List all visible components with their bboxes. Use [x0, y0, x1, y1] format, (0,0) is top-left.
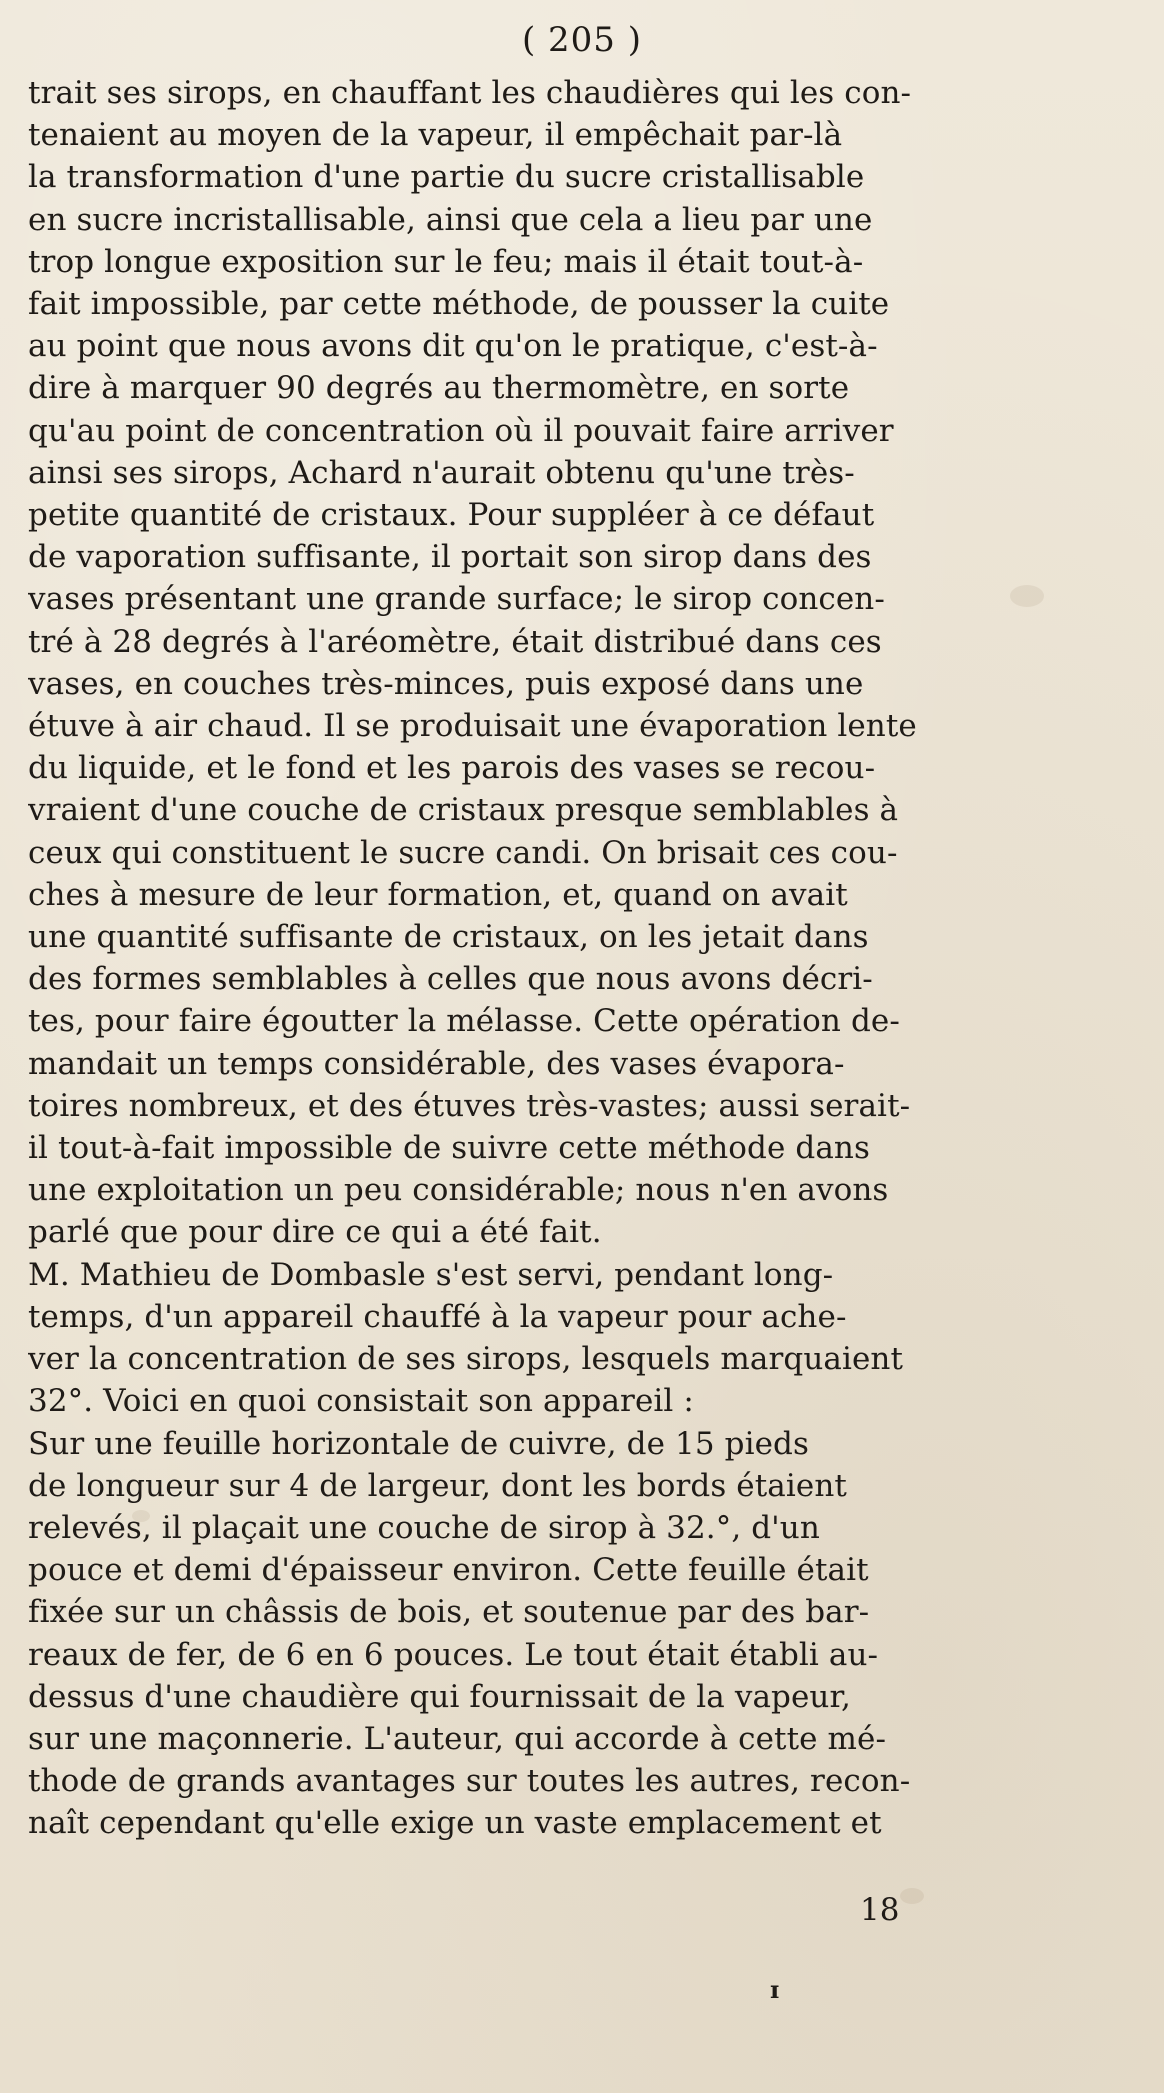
text-line: de longueur sur 4 de largeur, dont les bords étaient — [28, 1467, 847, 1504]
text-line: ceux qui constituent le sucre candi. On brisait ces cou- — [28, 834, 898, 871]
text-line: Sur une feuille horizontale de cuivre, de 15 pieds — [28, 1425, 809, 1462]
text-line: mandait un temps considérable, des vases évapora- — [28, 1045, 845, 1082]
text-line: naît cependant qu'elle exige un vaste emplacement et — [28, 1805, 882, 1842]
text-line: tré à 28 degrés à l'aréomètre, était distribué dans ces — [28, 623, 882, 660]
text-line: dire à marquer 90 degrés au thermomètre, en sorte — [28, 370, 850, 407]
bottom-mark: ɪ — [770, 1975, 780, 2004]
text-line: une exploitation un peu considérable; nous n'en avons — [28, 1172, 889, 1209]
text-line: étuve à air chaud. Il se produisait une évaporation lente — [28, 708, 917, 745]
text-line: de vaporation suffisante, il portait son sirop dans des — [28, 539, 872, 576]
text-line: ches à mesure de leur formation, et, quand on avait — [28, 876, 848, 913]
text-line: trop longue exposition sur le feu; mais il était tout-à- — [28, 243, 864, 280]
text-line: ainsi ses sirops, Achard n'aurait obtenu qu'une très- — [28, 454, 855, 491]
paper-stain — [1010, 585, 1044, 607]
text-line: parlé que pour dire ce qui a été fait. — [28, 1214, 602, 1251]
text-line: reaux de fer, de 6 en 6 pouces. Le tout était établi au- — [28, 1636, 879, 1673]
text-line: M. Mathieu de Dombasle s'est servi, pendant long- — [28, 1256, 834, 1293]
signature-mark: 18 — [860, 1892, 900, 1928]
text-line: des formes semblables à celles que nous avons décri- — [28, 961, 873, 998]
text-line: fait impossible, par cette méthode, de pousser la cuite — [28, 286, 890, 323]
text-line: au point que nous avons dit qu'on le pratique, c'est-à- — [28, 328, 878, 365]
text-line: temps, d'un appareil chauffé à la vapeur pour ache- — [28, 1298, 847, 1335]
text-line: la transformation d'une partie du sucre cristallisable — [28, 159, 865, 196]
page-number-header: ( 205 ) — [521, 20, 643, 60]
text-line: petite quantité de cristaux. Pour suppléer à ce défaut — [28, 497, 875, 534]
text-line: vraient d'une couche de cristaux presque semblables à — [28, 792, 899, 829]
text-line: vases présentant une grande surface; le sirop concen- — [28, 581, 885, 618]
text-line: vases, en couches très-minces, puis exposé dans une — [28, 665, 864, 702]
text-line: tenaient au moyen de la vapeur, il empêchait par-là — [28, 117, 843, 154]
text-line: fixée sur un châssis de bois, et soutenue par des bar- — [28, 1594, 870, 1631]
text-line: il tout-à-fait impossible de suivre cette méthode dans — [28, 1130, 871, 1167]
text-line: qu'au point de concentration où il pouvait faire arriver — [28, 412, 894, 449]
text-line: pouce et demi d'épaisseur environ. Cette feuille était — [28, 1552, 869, 1589]
text-line: une quantité suffisante de cristaux, on les jetait dans — [28, 919, 869, 956]
text-line: toires nombreux, et des étuves très-vastes; aussi serait- — [28, 1087, 911, 1124]
paper-stain — [900, 1888, 924, 1904]
text-line: trait ses sirops, en chauffant les chaudières qui les con- — [28, 75, 912, 111]
text-line: thode de grands avantages sur toutes les autres, recon- — [28, 1763, 911, 1800]
text-line: en sucre incristallisable, ainsi que cela a lieu par une — [28, 201, 873, 238]
text-line: du liquide, et le fond et les parois des vases se recou- — [28, 750, 876, 787]
main-text-block — [28, 72, 996, 1845]
text-line: dessus d'une chaudière qui fournissait de la vapeur, — [28, 1678, 851, 1715]
text-line: relevés, il plaçait une couche de sirop à 32.°, d'un — [28, 1509, 820, 1546]
text-line: 32°. Voici en quoi consistait son appareil : — [28, 1383, 694, 1420]
text-line: tes, pour faire égoutter la mélasse. Cette opération de- — [28, 1003, 900, 1040]
text-line: sur une maçonnerie. L'auteur, qui accorde à cette mé- — [28, 1720, 887, 1757]
text-line: ver la concentration de ses sirops, lesquels marquaient — [28, 1341, 904, 1378]
